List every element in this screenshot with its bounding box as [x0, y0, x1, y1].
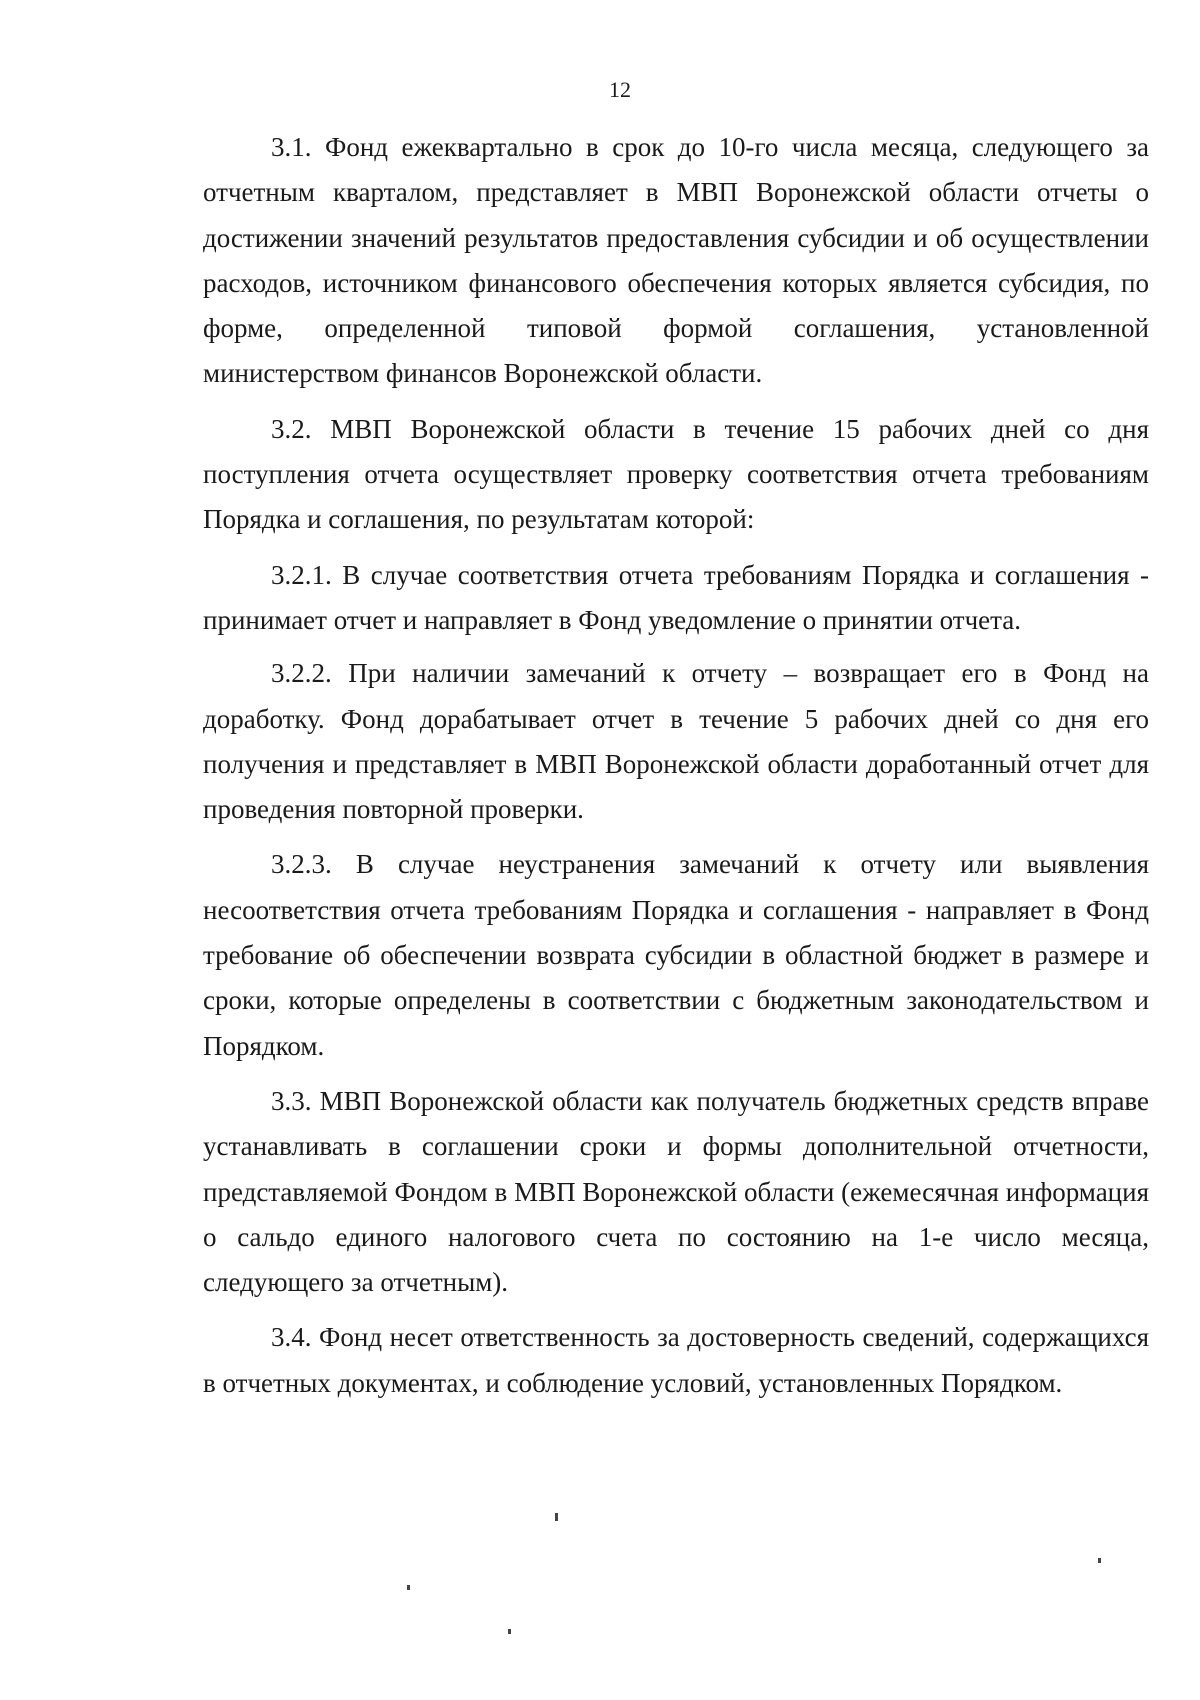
scan-speck [407, 1585, 410, 1590]
paragraph-3-2: 3.2. МВП Воронежской области в течение 15 рабочих дней со дня поступления отчета осуществляет проверку соответствия отчета требованиям Порядка и соглашения, по результатам которой: [203, 413, 1149, 535]
scan-speck [1098, 1558, 1101, 1563]
paragraph-3-3: 3.3. МВП Воронежской области как получатель бюджетных средств вправе устанавливать в соглашении сроки и формы дополнительной отчетности, представляемой Фондом в МВП Воронежской области (ежемесячная информация о сальдо единого налогового счета по состоянию на 1-е число месяца, следующего за отчетным). [203, 1085, 1149, 1298]
paragraph-3-1: 3.1. Фонд ежеквартально в срок до 10-го числа месяца, следующего за отчетным кварталом, представляет в МВП Воронежской области отчеты о достижении значений результатов предоставления субсидии и об осуществлении расходов, источником финансового обеспечения которых является субсидия, по форме, определенной типовой формой соглашения, установленной министерством финансов Воронежской области. [203, 132, 1149, 389]
page-number: 12 [609, 77, 631, 102]
paragraph-3-4: 3.4. Фонд несет ответственность за достоверность сведений, содержащихся в отчетных документах, и соблюдение условий, установленных Порядком. [203, 1322, 1149, 1398]
paragraph-3-2-3: 3.2.3. В случае неустранения замечаний к отчету или выявления несоответствия отчета требованиям Порядка и соглашения - направляет в Фонд требование об обеспечении возврата субсидии в областной бюджет в размере и сроки, которые определены в соответствии с бюджетным законодательством и Порядком. [203, 849, 1149, 1061]
paragraph-3-2-2: 3.2.2. При наличии замечаний к отчету – возвращает его в Фонд на доработку. Фонд дорабатывает отчет в течение 5 рабочих дней со дня его получения и представляет в МВП Воронежской области доработанный отчет для проведения повторной проверки. [203, 658, 1149, 825]
scan-speck [508, 1629, 511, 1634]
scan-speck [555, 1513, 558, 1521]
paragraph-3-2-1: 3.2.1. В случае соответствия отчета требованиям Порядка и соглашения - принимает отчет и направляет в Фонд уведомление о принятии отчета. [203, 559, 1149, 635]
document-body [203, 125, 1149, 1416]
